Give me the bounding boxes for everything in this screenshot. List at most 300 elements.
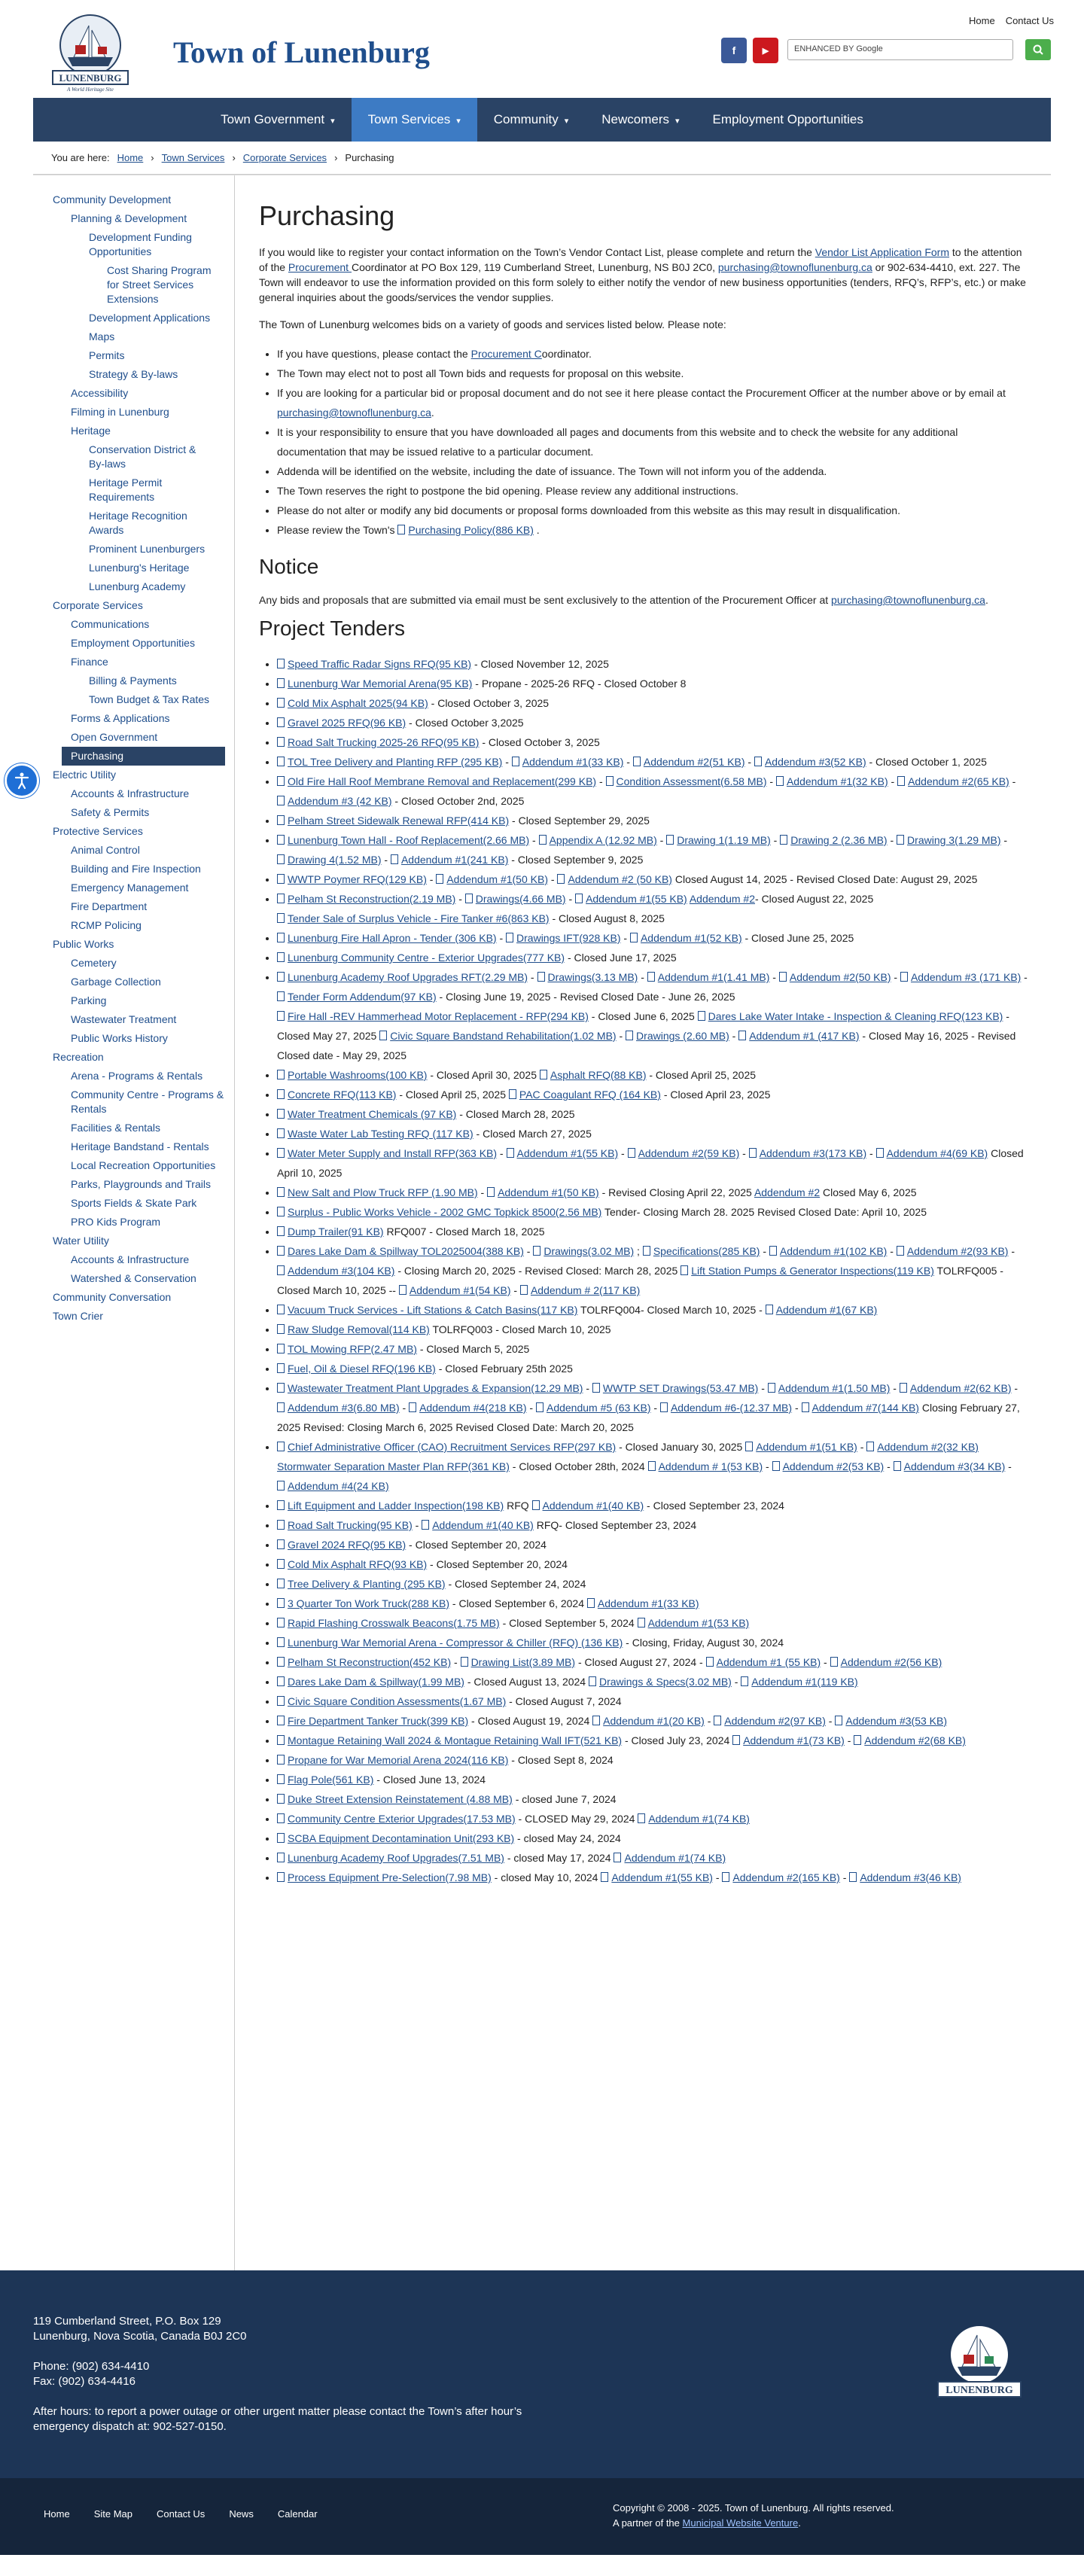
document-link[interactable] [277,1832,514,1844]
text-segment: - Closed March 27, 2025 [473,1128,592,1140]
document-link[interactable] [288,261,352,273]
document-link[interactable] [587,1597,699,1609]
document-link[interactable] [277,406,431,419]
document-link[interactable] [277,1402,400,1414]
tender-item [277,1613,1028,1633]
document-link[interactable] [601,1871,713,1883]
link-text: Raw Sludge Removal(114 KB) [288,1323,430,1335]
document-link[interactable] [277,1304,577,1316]
document-link[interactable] [277,1108,456,1120]
sidebar-item[interactable]: Sports Fields & Skate Park [71,1197,197,1209]
document-link[interactable] [399,1284,511,1296]
pdf-icon [391,854,398,864]
document-link[interactable] [277,1852,504,1864]
sidebar-item[interactable]: Electric Utility [53,769,117,781]
sidebar-item[interactable]: Conservation District & By-laws [89,443,196,470]
sidebar-item[interactable]: Lunenburg's Heritage [89,562,190,574]
document-link[interactable] [277,1754,508,1766]
sidebar-item[interactable]: Heritage Permit Requirements [89,477,163,503]
footer-logo[interactable] [930,2320,1028,2403]
document-link[interactable] [277,756,502,768]
document-link[interactable] [277,1656,451,1668]
nav-town-services[interactable] [352,98,477,142]
footer-link-contact[interactable]: Contact Us [157,2508,206,2520]
sidebar-item[interactable]: Planning & Development [71,212,187,224]
nav-label: Community [493,112,559,126]
sidebar-item[interactable]: Public Works [53,938,114,950]
pdf-icon [277,991,285,1001]
sidebar-item[interactable]: RCMP Policing [71,919,142,931]
document-link[interactable] [512,756,624,768]
document-link[interactable] [648,1460,763,1472]
document-link[interactable] [277,736,479,748]
document-link[interactable] [277,932,497,944]
footer-link-calendar[interactable]: Calendar [277,2508,318,2520]
sidebar-item[interactable]: Purchasing [62,747,225,766]
document-link[interactable] [900,971,1021,983]
link-text: Addendum #5 (63 KB) [546,1402,651,1414]
nav-label: Town Government [221,112,325,126]
document-link[interactable] [681,1265,934,1277]
document-link[interactable] [277,952,565,964]
nav-town-government[interactable] [204,98,351,142]
document-link[interactable] [815,246,949,258]
document-link[interactable] [698,1010,1003,1022]
tender-item [277,1594,1028,1613]
document-link[interactable] [660,1402,792,1414]
town-logo[interactable] [45,12,136,93]
document-link[interactable] [487,1186,599,1198]
pdf-icon [745,1442,753,1451]
text-segment: - [704,1715,714,1727]
document-link[interactable] [589,1676,732,1688]
pdf-icon [587,1598,595,1608]
breadcrumb-separator: › [334,152,338,163]
search-icon [1033,44,1043,55]
document-link[interactable] [520,1284,640,1296]
welcome-paragraph: The Town of Lunenburg welcomes bids on a variety of goods and services listed below. Please note: [259,318,726,330]
document-link[interactable] [638,1617,750,1629]
document-link[interactable] [638,1813,750,1825]
document-link[interactable] [277,834,529,846]
document-link[interactable] [835,1715,947,1727]
sidebar-item[interactable]: Billing & Payments [89,674,177,687]
nav-employment[interactable] [696,98,880,142]
sidebar-item[interactable]: Strategy & By-laws [89,368,178,380]
text-segment: - [502,756,512,768]
sidebar-item[interactable]: Local Recreation Opportunities [71,1159,216,1171]
document-link[interactable] [277,815,509,827]
sidebar-item[interactable]: Protective Services [53,825,143,837]
document-link[interactable] [509,1089,661,1101]
sidebar-item[interactable]: Garbage Collection [71,976,161,988]
sidebar-item[interactable]: Recreation [53,1051,104,1063]
text-segment: - Closed September 29, 2025 [509,815,650,827]
text-segment: - Closed July 23, 2024 [622,1734,733,1746]
document-link[interactable] [897,775,1009,787]
document-link[interactable] [745,1441,857,1453]
document-link[interactable] [277,1441,616,1453]
document-link[interactable] [277,1323,430,1335]
pdf-icon [849,1872,857,1882]
text-segment: - [497,1147,507,1159]
sidebar-item[interactable]: Accounts & Infrastructure [71,787,190,799]
document-link[interactable] [277,854,382,866]
document-link[interactable] [379,1030,616,1042]
document-link[interactable] [277,1186,478,1198]
text-segment: - Closing, Friday, August 30, 2024 [623,1637,784,1649]
document-link[interactable] [592,1715,705,1727]
document-link[interactable] [749,1147,866,1159]
document-link[interactable] [277,1480,389,1492]
document-link[interactable] [277,1519,413,1531]
document-link[interactable] [277,1226,384,1238]
document-link[interactable] [409,1402,526,1414]
link-text: Addendum #2 [754,1186,821,1198]
note-item [277,461,1028,481]
document-link[interactable] [626,1030,729,1042]
sidebar-item[interactable]: Permits [89,349,125,361]
document-link[interactable] [769,1245,887,1257]
document-link[interactable] [277,1617,500,1629]
text-segment: - [825,1715,836,1727]
document-link[interactable] [391,854,508,866]
document-link[interactable] [277,1695,506,1707]
document-link[interactable] [277,1069,427,1081]
document-link[interactable] [539,834,657,846]
pdf-icon [643,1246,650,1256]
document-link[interactable] [900,1382,1012,1394]
link-text: Tender Form Addendum(97 KB) [288,991,437,1003]
document-link[interactable] [614,1852,726,1864]
site-title[interactable]: Town of Lunenburg [173,35,430,69]
document-link[interactable] [706,1656,821,1668]
document-link[interactable] [277,1500,504,1512]
document-link[interactable] [772,1460,885,1472]
link-text: Dares Lake Water Intake - Inspection & Cleaning RFQ(123 KB) [708,1010,1003,1022]
document-link[interactable] [277,1871,492,1883]
footer-contact [0,2270,1084,2478]
util-contact-link[interactable]: Contact Us [1005,15,1054,26]
pdf-icon [277,1344,285,1353]
document-link[interactable] [436,873,548,885]
sidebar-item[interactable]: Town Budget & Tax Rates [89,693,210,705]
document-link[interactable] [277,1793,513,1805]
document-link[interactable] [557,873,672,885]
pdf-icon [277,1735,285,1745]
document-link[interactable] [277,1578,446,1590]
sidebar-item[interactable]: Building and Fire Inspection [71,863,201,875]
pdf-icon [379,1031,387,1040]
document-link[interactable] [277,1715,468,1727]
link-text: Addendum #2(93 KB) [906,1245,1009,1257]
sidebar-item[interactable]: Public Works History [71,1032,168,1044]
breadcrumb-home[interactable]: Home [117,152,144,163]
document-link[interactable] [722,1871,839,1883]
util-home-link[interactable]: Home [969,15,995,26]
search-button[interactable] [1025,39,1051,60]
pdf-icon [277,894,285,903]
text-segment: Tender- Closing March 28. 2025 Revised Closed Date: April 10, 2025 [601,1206,927,1218]
document-link[interactable] [537,971,638,983]
text-segment: - Revised Closing April 22, 2025 [598,1186,754,1198]
document-link[interactable] [718,261,872,273]
document-link[interactable] [606,775,767,787]
sidebar-item[interactable]: Wastewater Treatment [71,1013,177,1025]
sidebar-item[interactable]: Prominent Lunenburgers [89,543,206,555]
footer-link-home[interactable]: Home [44,2508,70,2520]
link-text: Addendum #1(55 KB) [586,893,687,905]
sidebar-item[interactable]: Filming in Lunenburg [71,406,169,418]
sidebar-item[interactable]: Accounts & Infrastructure [71,1253,190,1265]
pdf-icon [277,1128,285,1138]
document-link[interactable] [277,893,455,905]
sidebar-item[interactable]: Watershed & Conservation [71,1272,196,1284]
link-text: Community Centre Exterior Upgrades(17.53 MB) [288,1813,516,1825]
document-link[interactable] [802,1402,919,1414]
document-link[interactable] [776,775,888,787]
sidebar-item[interactable]: Facilities & Rentals [71,1122,161,1134]
document-link[interactable] [666,834,771,846]
text-segment: - Closed September 20, 2024 [427,1558,568,1570]
document-link[interactable] [630,932,742,944]
text-segment: - [1009,775,1016,787]
link-text: Addendum #2(56 KB) [840,1656,942,1668]
sidebar-item[interactable]: Heritage Recognition Awards [89,510,187,536]
sidebar-item[interactable]: Emergency Management [71,882,189,894]
document-link[interactable] [831,594,985,606]
sidebar-item[interactable]: Cost Sharing Program for Street Services Extensions [107,264,212,305]
tender-item [277,869,1028,889]
sidebar-item[interactable]: Community Conversation [53,1291,172,1303]
sidebar-item[interactable]: Parking [71,994,107,1006]
sidebar-item[interactable]: Water Utility [53,1235,109,1247]
sidebar-item[interactable]: Safety & Permits [71,806,150,818]
document-link[interactable] [277,1343,417,1355]
footer-link-news[interactable]: News [229,2508,254,2520]
text-segment: - closed June 7, 2024 [512,1793,617,1805]
sidebar-item[interactable]: Corporate Services [53,599,143,611]
document-link[interactable] [741,1676,857,1688]
document-link[interactable] [277,1813,516,1825]
sidebar-item[interactable]: Accessibility [71,387,129,399]
sidebar-item[interactable]: Arena - Programs & Rentals [71,1070,203,1082]
document-link[interactable] [277,677,472,690]
text-segment: It is your responsibility to ensure that you have downloaded all pages and documents from this website and to check the website for any additional documentation that may be issued relative to a particular document. [277,426,958,458]
document-link[interactable] [536,1402,651,1414]
text-segment: - [884,1460,894,1472]
link-text: Addendum #2(62 KB) [909,1382,1012,1394]
document-link[interactable] [277,1460,510,1472]
sidebar-item[interactable]: Finance [71,656,108,668]
sidebar-item[interactable]: Employment Opportunities [71,637,195,649]
nav-newcomers[interactable] [585,98,696,142]
document-link[interactable] [866,1441,979,1453]
document-link[interactable] [277,1147,497,1159]
document-link[interactable] [277,912,550,924]
document-link[interactable] [754,1186,820,1198]
sidebar-item[interactable]: Communications [71,618,150,630]
document-link[interactable] [714,1715,826,1727]
document-link[interactable] [277,1010,589,1022]
pdf-icon [277,1598,285,1608]
pdf-icon [277,678,285,688]
pdf-icon [277,1676,285,1686]
document-link[interactable] [461,1656,576,1668]
footer-afterhours-line2: emergency dispatch at: 902-527-0150. [33,2420,227,2433]
pdf-icon [277,1089,285,1099]
document-link[interactable] [277,971,528,983]
link-text: SCBA Equipment Decontamination Unit(293 KB) [288,1832,515,1844]
text-segment: - Closed June 13, 2024 [373,1774,486,1786]
sidebar-item[interactable]: Cemetery [71,957,117,969]
accessibility-button[interactable] [5,763,39,798]
pdf-icon [732,1735,740,1745]
sidebar-item[interactable]: Town Crier [53,1310,103,1322]
sidebar-item[interactable]: Lunenburg Academy [89,580,186,592]
document-link[interactable] [277,1637,623,1649]
link-text: Cold Mix Asphalt RFQ(93 KB) [288,1558,428,1570]
document-link[interactable] [471,348,542,360]
sidebar-item[interactable]: Maps [89,330,115,343]
breadcrumb-corporate-services[interactable]: Corporate Services [242,152,327,163]
document-link[interactable] [277,1265,394,1277]
partner-link[interactable]: Municipal Website Venture [682,2517,799,2529]
document-link[interactable] [849,1871,961,1883]
text-segment: - [426,873,437,885]
breadcrumb-town-services[interactable]: Town Services [161,152,225,163]
document-link[interactable] [277,795,392,807]
document-link[interactable] [897,834,1001,846]
link-text: Water Meter Supply and Install RFP(363 KB) [288,1147,498,1159]
link-text: Addendum #1(73 KB) [743,1734,845,1746]
document-link[interactable] [277,1382,583,1394]
sidebar-item[interactable]: Community Development [53,193,172,206]
document-link[interactable] [277,1363,436,1375]
pdf-icon [487,1187,495,1197]
document-link[interactable] [894,1460,1006,1472]
text-segment: Closed August 14, 2025 - Revised Closed Date: August 29, 2025 [671,873,978,885]
document-link[interactable] [830,1656,942,1668]
document-link[interactable] [643,1245,760,1257]
document-link[interactable] [277,1206,601,1218]
document-link[interactable] [507,1147,619,1159]
sidebar-item[interactable]: Heritage [71,425,111,437]
pdf-icon [277,1383,285,1393]
document-link[interactable] [277,1089,396,1101]
pdf-icon [512,757,519,766]
document-link[interactable] [422,1519,534,1531]
footer-link-sitemap[interactable]: Site Map [93,2508,132,2520]
document-link[interactable] [628,1147,740,1159]
document-link[interactable] [540,1069,647,1081]
link-text: Lift Equipment and Ladder Inspection(198 KB) [288,1500,504,1512]
document-link[interactable] [277,873,427,885]
document-link[interactable] [897,1245,1009,1257]
link-text: Drawings (2.60 MB) [636,1030,729,1042]
sidebar-item[interactable]: Animal Control [71,844,140,856]
document-link[interactable] [768,1382,891,1394]
document-link[interactable] [397,524,534,536]
text-segment: - [399,1402,410,1414]
sidebar-item[interactable]: Parks, Playgrounds and Trails [71,1178,211,1190]
document-link[interactable] [277,1539,406,1551]
document-link[interactable] [277,1734,622,1746]
document-link[interactable] [779,971,891,983]
footer-address-line2: Lunenburg, Nova Scotia, Canada B0J 2C0 [33,2330,247,2343]
document-link[interactable] [854,1734,966,1746]
document-link[interactable] [633,756,745,768]
document-link[interactable] [738,1030,859,1042]
document-link[interactable] [690,893,755,905]
facebook-icon[interactable]: f [721,38,747,63]
text-segment: - Closed April 25, 2025 [396,1089,509,1101]
text-segment: - Closing March 20, 2025 - Revised Closed: March 28, 2025 [394,1265,681,1277]
youtube-icon[interactable]: ▶ [753,38,778,63]
document-link[interactable] [754,756,866,768]
link-text: Lunenburg Fire Hall Apron - Tender (306 KB) [288,932,497,944]
tender-item [277,1750,1028,1770]
sidebar-item[interactable]: Development Applications [89,312,211,324]
chevron-down-icon: ▾ [564,117,569,126]
document-link[interactable] [277,1245,524,1257]
pdf-icon [741,1676,748,1686]
sidebar-item[interactable]: Heritage Bandstand - Rentals [71,1140,209,1153]
document-link[interactable] [766,1304,878,1316]
document-link[interactable] [277,1558,427,1570]
document-link[interactable] [277,697,428,709]
document-link[interactable] [780,834,887,846]
link-text: Addendum #3 (42 KB) [288,795,392,807]
link-text: Addendum #1(50 KB) [446,873,548,885]
nav-label: Employment Opportunities [712,112,863,126]
text-segment: - [528,971,537,983]
document-link[interactable] [876,1147,988,1159]
document-link[interactable] [277,1597,449,1609]
document-link[interactable] [277,717,406,729]
sidebar-item[interactable]: Community Centre - Programs & Rentals [71,1089,224,1115]
document-link[interactable] [506,932,620,944]
pdf-icon [277,972,285,982]
document-link[interactable] [277,1774,373,1786]
document-link[interactable] [533,1245,634,1257]
document-link[interactable] [277,775,596,787]
footer-afterhours-line1: After hours: to report a power outage or other urgent matter please contact the Town’s after hour’s [33,2405,522,2418]
document-link[interactable] [592,1382,758,1394]
document-link[interactable] [732,1734,845,1746]
text-segment: - [616,1030,626,1042]
document-link[interactable] [647,971,770,983]
sidebar-item[interactable]: Fire Department [71,900,148,912]
link-text: Dares Lake Dam & Spillway TOL2025004(388 KB) [288,1245,524,1257]
document-link[interactable] [277,1128,473,1140]
sidebar-item[interactable]: Open Government [71,731,158,743]
pdf-icon [277,854,285,864]
sidebar-item[interactable]: PRO Kids Program [71,1216,161,1228]
document-link[interactable] [575,893,687,905]
sidebar-item[interactable]: Forms & Applications [71,712,170,724]
nav-community[interactable] [477,98,586,142]
document-link[interactable] [277,1676,464,1688]
document-link[interactable] [465,893,566,905]
document-link[interactable] [277,658,471,670]
sidebar-item[interactable]: Development Funding Opportunities [89,231,192,257]
link-text: Tender Sale of Surplus Vehicle - Fire Tanker #6(863 KB) [288,912,550,924]
document-link[interactable] [277,991,437,1003]
text-segment: - [887,834,897,846]
search-input[interactable]: ENHANCED BY Google [787,39,1013,60]
document-link[interactable] [532,1500,644,1512]
